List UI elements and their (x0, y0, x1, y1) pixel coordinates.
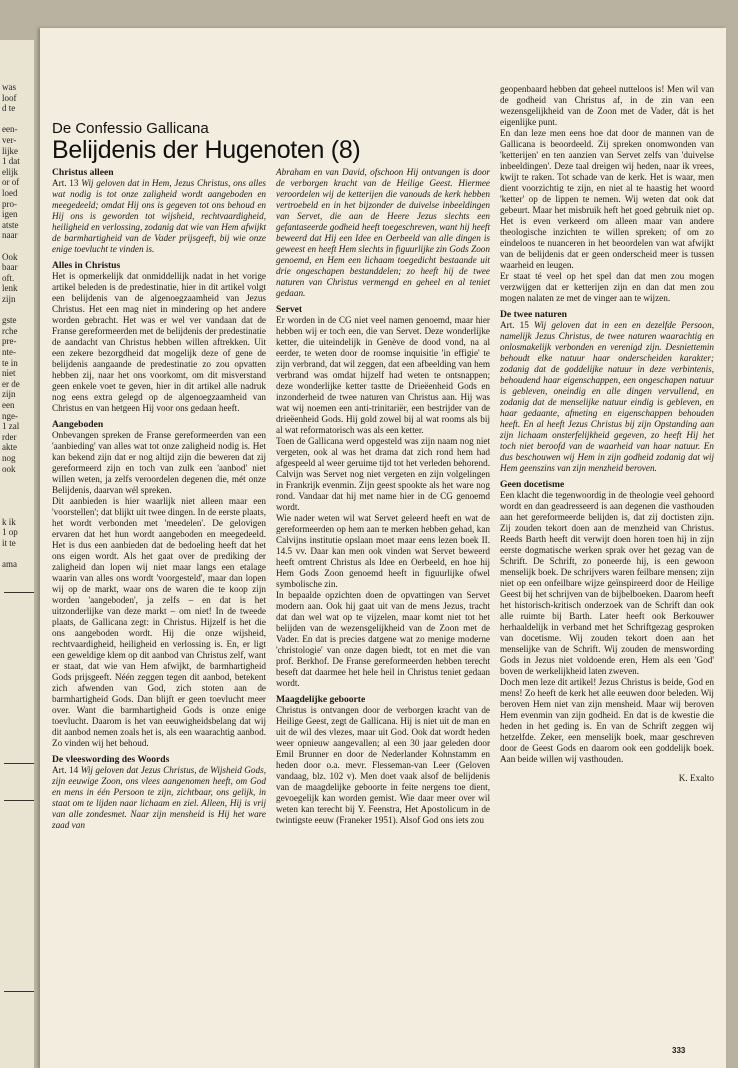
article-13 (52, 178, 266, 255)
prev-page-fragment: nge- (2, 410, 18, 421)
magazine-page (40, 28, 726, 1068)
paragraph: En dan leze men eens hoe dat door de mannen van de Gallicana is beoordeeld. Zij spreken onomwonden van 'ketterijen' en ten aanzien van Servet zelfs van 'duivelse inbeeldingen'. Deze taal dreigen wij heden, naar ik vrees, kwijt te raken. Tot schade van de kerk. Het is waar, men dient voorzichtig te zijn, en niet al te haastig het woord 'ketter' op de lippen te nemen. Wij weten dat ook dat gebeurt. Maar het misbruik heft het goed gebruik niet op. Het is even verkeerd om alleen maar van andere theologische inzichten te willen spreken; of om zo eindeloos te nuanceren in het beoordelen van wat afwijkt van de belijdenis dat er geen onderscheid meer is tussen waarheid en leugen. (500, 128, 714, 270)
prev-page-box (4, 592, 34, 764)
author-signature: K. Exalto (678, 773, 714, 783)
paragraph: Onbevangen spreken de Franse gereformeerden van een 'aanbieding' van alles wat tot onze zaligheid nodig is. Het kan bekend zijn dat er nog altijd zijn die beweren dat zij gereformeerd zijn en toch van zulk een 'aanbod' niet willen weten, ja zelfs veroordelen degenen die, mét onze Belijdenis, daarvan wél spreken. (52, 430, 266, 495)
heading-servet: Servet (276, 304, 303, 315)
article-14 (52, 765, 266, 831)
paragraph: Er worden in de CG niet veel namen genoemd, maar hier hebben wij er toch een, die van Servet. Deze wonderlijke ketter, die uiteindelijk in Genève de dood vond, na al eerder, te weten door de roomse inquisitie 'in effigie' te zijn verbrand, dat wil zeggen, dat een afbeelding van hem verbrand was omdat hijzelf had weten te ontsnappen; deze wonderlijke ketter tastte de Drieëenheid Gods en inzonderheid de twee naturen van Christus aan. Hij was wat wij noemen een anti-trinitariër, een bestrijder van de drieëenheid Gods. Hij gold zowel bij al wat rooms als bij al wat reformatorisch was als een ketter. (276, 315, 490, 435)
prev-page-fragment: ver- (2, 135, 17, 145)
prev-page-fragment: zijn (2, 389, 16, 400)
prev-page-fragment: te in (2, 357, 18, 368)
prev-page-fragment: akte (2, 442, 17, 453)
article-13-text: Wij geloven dat in Hem, Jezus Christus, ons alles wat nodig is tot onze zaligheid wordt aangeboden en meegedeeld; omdat Hij ons is gegeven tot ons behoud en Hij ons is geworden tot wijsheid, rechtvaardigheid, heiligheid en verlossing, zodanig dat wie van Hem afwijkt de barmhartigheid van de Vader prijsgeeft, bij wie onze enige toevlucht te vinden is. (52, 178, 267, 254)
prev-page-fragment: gste (2, 315, 17, 326)
prev-page-fragment: baar (2, 262, 18, 273)
heading-christus-alleen: Christus alleen (52, 167, 114, 178)
article-13-label: Art. 13 (52, 178, 79, 188)
paragraph: geopenbaard hebben dat geheel nutteloos is! Men wil van de godheid van Christus af, in de zin van een wezensgelijkheid van de Zoon met de Vader, dát is het eigenlijke punt. (500, 84, 714, 127)
prev-page-fragment: Ook (2, 251, 18, 262)
prev-page-fragment: or of (2, 177, 20, 188)
prev-page-fragment: ook (2, 463, 16, 474)
article-title: Belijdenis der Hugenoten (8) (52, 136, 361, 164)
prev-page-box (4, 800, 34, 992)
prev-page-fragment: atste (2, 219, 19, 230)
prev-page-fragment: was (2, 82, 16, 92)
prev-page-fragment: k ik (2, 516, 16, 527)
prev-page-fragment: igen (2, 209, 18, 220)
article-15 (500, 320, 714, 474)
prev-page-fragment: loof (2, 92, 17, 103)
prev-page-fragment: 1 zal (2, 421, 20, 432)
column-3 (500, 84, 714, 784)
heading-alles-in-christus: Alles in Christus (52, 260, 121, 271)
previous-page-edge (0, 40, 34, 1068)
article-15-label: Art. 15 (500, 320, 529, 330)
paragraph: Een klacht die tegenwoordig in de theologie veel gehoord wordt en dan geadresseerd is aan degenen die vasthouden aan het gereformeerde belijden is, dat zij doctisten zijn. Zij zouden tekort doen aan de menzheid van Christus. Reeds Barth heeft dit verwijt doen horen toen hij in zijn eerste dogmatische werken sprak over het gezag van de Schrift. De Schrift, zo poneerde hij, is een gewoon menselijk boek. De schrijvers waren feilbare mensen; zijn niet op een onfeilbare wijze geïnspireerd door de Heilige Geest bij het schrijven van de bijbelboeken. Daarom heeft het historisch-kritisch onderzoek van de Schrift dan ook alle ruimte bij Barth. Later heeft ook Berkouwer herhaaldelijk in verband met het Schriftgezag gesproken van docetisme. Wij zouden tekort doen aan het menselijke van de Schrift. Wij zouden de menswording Gods in Jezus niet voldoende eren, Hem als een 'God' boven de werkelijkheid laten zweven. (500, 490, 714, 676)
series-kicker: De Confessio Gallicana (52, 120, 209, 137)
prev-page-fragment: naar (2, 230, 18, 241)
prev-page-fragment: niet (2, 368, 16, 379)
heading-vleeswording: De vleeswording des Woords (52, 754, 170, 765)
prev-page-fragment: it te (2, 537, 16, 548)
paragraph: Dit aanbieden is hier waarlijk niet alleen maar een 'voorstellen'; dat blijkt uit twee dingen. In de eerste plaats, het wordt verbonden met 'meedelen'. De gelovigen ervaren dat het hun wordt aangeboden en meegedeeld. Het is dus een aanbieden dat de bedoeling heeft dat het ons eigen wordt. Als het gaat over de prediking der zaligheid dan lopen wij niet maar langs een etalage waarin van alles ons wordt 'voorgesteld', maar dan lopen wij op de markt, waar ons de waren die te koop zijn worden 'aangeboden', ja zelfs – en dat is het uitzonderlijke van deze markt – om niet! In de tweede plaats, de Gallicana zegt: in Christus. Hijzelf is het die ons aangeboden wordt. Hij die onze wijsheid, rechtvaardigheid, heiligheid en verlossing is. En, er ligt een geweldige klem op dit aanbod van Christus zelf, want er staat, dat wie van Hem afwijkt, de barmhartigheid Gods prijsgeeft. Néén zeggen tegen dit aanbod, betekent zich afwenden van God, zich stoten aan de barmhartigheid Gods. Dan blijft er geen toevlucht meer over. Want die barmhartigheid Gods is onze enige toevlucht. Daarom is het van eeuwigheidsbelang dat wij dit aanbod nemen zoals het is, als een waarachtig aanbod. Zo vinden wij het behoud. (52, 496, 266, 748)
heading-aangeboden: Aangeboden (52, 419, 104, 430)
paragraph: Wie nader weten wil wat Servet geleerd heeft en wat de gereformeerden op hem aan te merken hebben gehad, kan Calvijns institutie opslaan moet maar eens lezen boek II. 14.5 vv. Daar kan men ook vinden wat Servet beweerd heeft omtrent Christus als Idee en Oerbeeld, en hoe hij Hem Gods Zoon genoemd heeft in figuurlijke ofwel symbolische zin. (276, 513, 490, 589)
prev-page-fragment: een (2, 400, 15, 410)
prev-page-fragment: ama (2, 559, 17, 569)
article-14-label: Art. 14 (52, 765, 79, 775)
prev-page-fragment: pre- (2, 336, 17, 347)
paragraph: Christus is ontvangen door de verborgen kracht van de Heilige Geest, zegt de Gallicana. Hij is niet uit de man en uit de wil des vlezes, maar uit God. Ook dat wordt heden weer opnieuw aangevallen; al een 30 jaar geleden door Emil Brunner en door de Nederlander Kohnstamm en heden door o.a. mevr. Flesseman-van Leer (Geloven vandaag, blz. 102 v). Men doet vaak alsof de belijdenis van de maagdelijke geboorte in feite nergens toe dient, gevoegelijk kan worden gemist. Wie daar meer over wil weten kan terecht bij Y. Feenstra, Het Apostolicum in de twintigste eeuw (Franeker 1951). Alsof God ons iets zou (276, 705, 490, 825)
prev-page-fragment: pro- (2, 198, 17, 209)
prev-page-fragment: er de (2, 378, 20, 389)
prev-page-fragment: lenk (2, 283, 18, 294)
prev-page-fragment: 1 dat (2, 156, 20, 167)
prev-page-fragment: oft. (2, 272, 15, 283)
prev-page-fragment: d te (2, 103, 16, 114)
prev-page-fragment: nte- (2, 347, 16, 357)
prev-page-fragment: zijn (2, 294, 16, 304)
column-2 (276, 167, 490, 826)
article-15-text: Wij geloven dat in een en dezelfde Persoon, namelijk Jezus Christus, de twee naturen waarachtig en onlosmakelijk verbonden en verenigd zijn. Desniettemin behoudt elke natuur haar onderscheiden karakter; zodanig dat de goddelijke natuur in deze verbintenis, behoudend haar eigenschappen, een ongeschapen natuur is gebleven, oneindig en alle dingen vervullend, en zodanig dat de menselijke natuur eindig is gebleven, en haar gedaante, afmeting en eigenschappen behouden heeft. En al heeft Jezus Christus bij zijn Opstanding aan zijn lichaam onsterfelijkheid gegeven, zo heeft Hij het toch niet beroofd van de waarheid van haar natuur. En dus beschouwen wij Hem in zijn godheid zodanig dat wij Hem geenszins van zijn menzheid beroven. (500, 320, 714, 473)
page-number: 333 (672, 1046, 686, 1055)
paragraph: In bepaalde opzichten doen de opvattingen van Servet modern aan. Ook hij gaat uit van de mens Jezus, tracht dat dan wel wat op te vijzelen, maar komt niet tot het belijden van de wezensgelijkheid van de Zoon met de Vader. En dat is precies datgene wat zo menige moderne 'christologie' van onze dagen biedt, tot en met die van prof. Berkhof. De Franse gereformeerden hebben terecht beseft dat daarmee het hele heil in Christus teniet gedaan wordt. (276, 590, 490, 688)
column-1 (52, 167, 266, 831)
prev-page-fragment: lijke (2, 145, 18, 156)
article-14-text: Wij geloven dat Jezus Christus, de Wijsheid Gods, zijn eeuwige Zoon, ons vlees aangenomen heeft, om God en mens in één Persoon te zijn, zichtbaar, ons gelijk, in staat om te lijden naar lichaam en ziel. Alleen, Hij is vrij van alle zondesmet. Naar zijn mensheid is Hij het ware zaad van (52, 765, 266, 830)
prev-page-fragment: loed (2, 188, 18, 198)
heading-maagdelijke-geboorte: Maagdelijke geboorte (276, 694, 366, 705)
prev-page-fragment: 1 op (2, 527, 18, 538)
paragraph: Toen de Gallicana werd opgesteld was zijn naam nog niet vergeten, ook al was het drama dat zich rond hem had afgespeeld al weer geruime tijd tot het verleden behorend. Calvijn was Servet nog niet vergeten en zijn volgelingen in Frankrijk evenmin. Zijn geest spookte als het ware nog rond. Vandaar dat hij met name hier in de CG genoemd wordt. (276, 436, 490, 512)
heading-twee-naturen: De twee naturen (500, 309, 567, 320)
paragraph: Het is opmerkelijk dat onmiddellijk nadat in het vorige artikel beleden is de predestinatie, hier in dit artikel volgt een belijdenis van de algenoegzaamheid van Jezus Christus. Het een mag niet in mindering op het andere worden gebracht. Het was er wel ver vandaan dat de Franse gereformeerden met de belijdenis der predestinatie de aandacht van Christus hebben willen aftrekken. Uit een zekere bezorgdheid dat mogelijk deze of gene de belijdenis aangaande de predestinatie zo zou opvatten hebben zij, naar het ons voorkomt, om dit misverstand geen enkele voet te geven, hier in dit artikel alle nadruk nog eens extra gelegd op de algenoegzaamheid van Christus en van hetgeen Hij voor ons gedaan heeft. (52, 271, 266, 413)
article-14-continued: Abraham en van David, ofschoon Hij ontvangen is door de verborgen kracht van de Heilige Geest. Hiermee veroordelen wij de ketterijen die vanouds de kerk hebben vertroebeld en in het bijzonder de duivelse inbeeldingen van Servet, die aan de Heere Jezus slechts een gefantaseerde godheid heeft toegeschreven, want hij heeft beweerd dat Hij een Idee en Oerbeeld van alle dingen is geweest en heeft Hem slechts in figuurlijke zin Gods Zoon genoemd, en Hem een lichaam toegedicht bestaande uit drie ongeschapen bestanddelen; zo heeft hij de twee naturen van Christus vermengd en geheel en al teniet gedaan. (276, 167, 490, 298)
prev-page-fragment: een- (2, 124, 18, 135)
prev-page-fragment: rche (2, 325, 18, 336)
prev-page-fragment: rder (2, 431, 17, 442)
prev-page-fragment: nog (2, 453, 16, 463)
heading-geen-docetisme: Geen docetisme (500, 479, 565, 490)
paragraph: Doch men leze dit artikel! Jezus Christus is beide, God en mens! Zo heeft de kerk het alle eeuwen door beleden. Wij beroven Hem niet van zijn mensheid. Maar wij beroven Hem evenmin van zijn godheid. En dat is de kwestie die heden in het geding is. En van de Schrift zeggen wij hetzelfde. Zeker, een menselijk boek, maar geschreven door de Geest Gods en daarom ook een goddelijk boek. Aan beide willen wij vasthouden. (500, 677, 714, 764)
prev-page-fragment: elijk (2, 166, 18, 177)
paragraph: Er staat té veel op het spel dan dat men zou mogen verzwijgen dat er ketterijen zijn en dan dat men zou mogen nalaten ze met de vinger aan te wijzen. (500, 271, 714, 303)
